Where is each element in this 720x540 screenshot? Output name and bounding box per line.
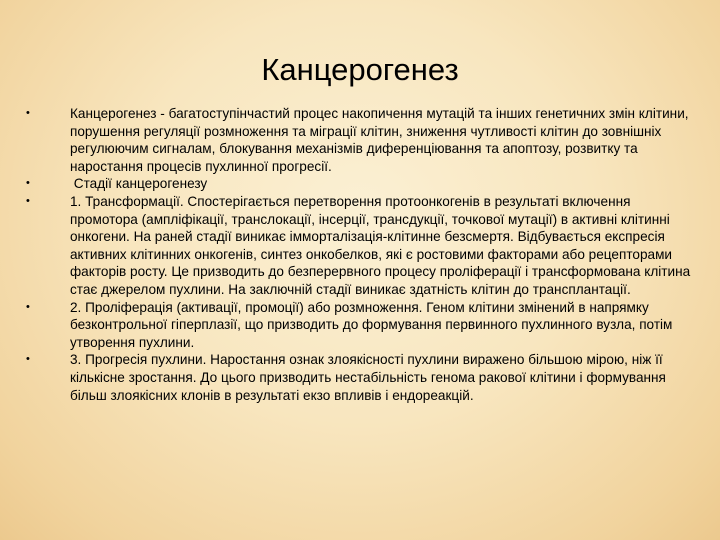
bullet-marker: • [26,194,30,207]
bullet-text: 3. Прогресія пухлини. Наростання ознак злоякісності пухлини виражено більшою мірою, ніж її кількісне зростання. До цього призводить нестабільність генома ракової клітини і формування більш злоякісних клонів в результаті екзо впливів і ендореакцій. [70,352,666,403]
bullet-text: 1. Трансформації. Спостерігається перетворення протоонкогенів в результаті включення промотора (ампліфікації, транслокації, інсерції, трансдукції, точкової мутації) в активні клітинні онкогени. На раней стадії виникає імморталізація-клітинне безсмертя. Відбувається експресія активних клітинних онкогенів, синтез онкобелков, які є ростовими факторами або рецепторами факторів росту. Це призводить до безперервного процесу проліферації і трансформована клітина стає джерелом пухлини. На заключній стадії виникає здатність клітин до трансплантації. [70,193,691,297]
bullet-stage-progression [26,351,696,404]
bullet-text: Канцерогенез - багатоступінчастий процес накопичення мутацій та інших генетичних змін клітини, порушення регуляції розмноження та міграції клітин, зниження чутливості клітин до зовнішніх регулюючим сигналам, блокування механізмів диференціювання та апоптозу, розвитку та наростання процесів пухлинної прогресії. [70,106,689,174]
bullet-marker: • [26,353,30,366]
bullet-definition [26,105,696,175]
bullet-stage-proliferation [26,299,696,352]
bullet-marker: • [26,177,30,190]
bullet-stage-transformation [26,193,696,299]
slide-title: Канцерогенез [261,52,459,87]
bullet-text: 2. Проліферація (активації, промоції) або розмноження. Геном клітини змінений в напрямку безконтрольної гіперплазії, що призводить до формування первинного пухлинного вузла, потім утворення пухлини. [70,299,673,350]
bullet-text: Стадії канцерогенезу [70,176,208,192]
bullet-list [26,105,696,404]
bullet-stages-heading [26,175,696,193]
bullet-marker: • [26,300,30,313]
bullet-marker: • [26,107,30,119]
